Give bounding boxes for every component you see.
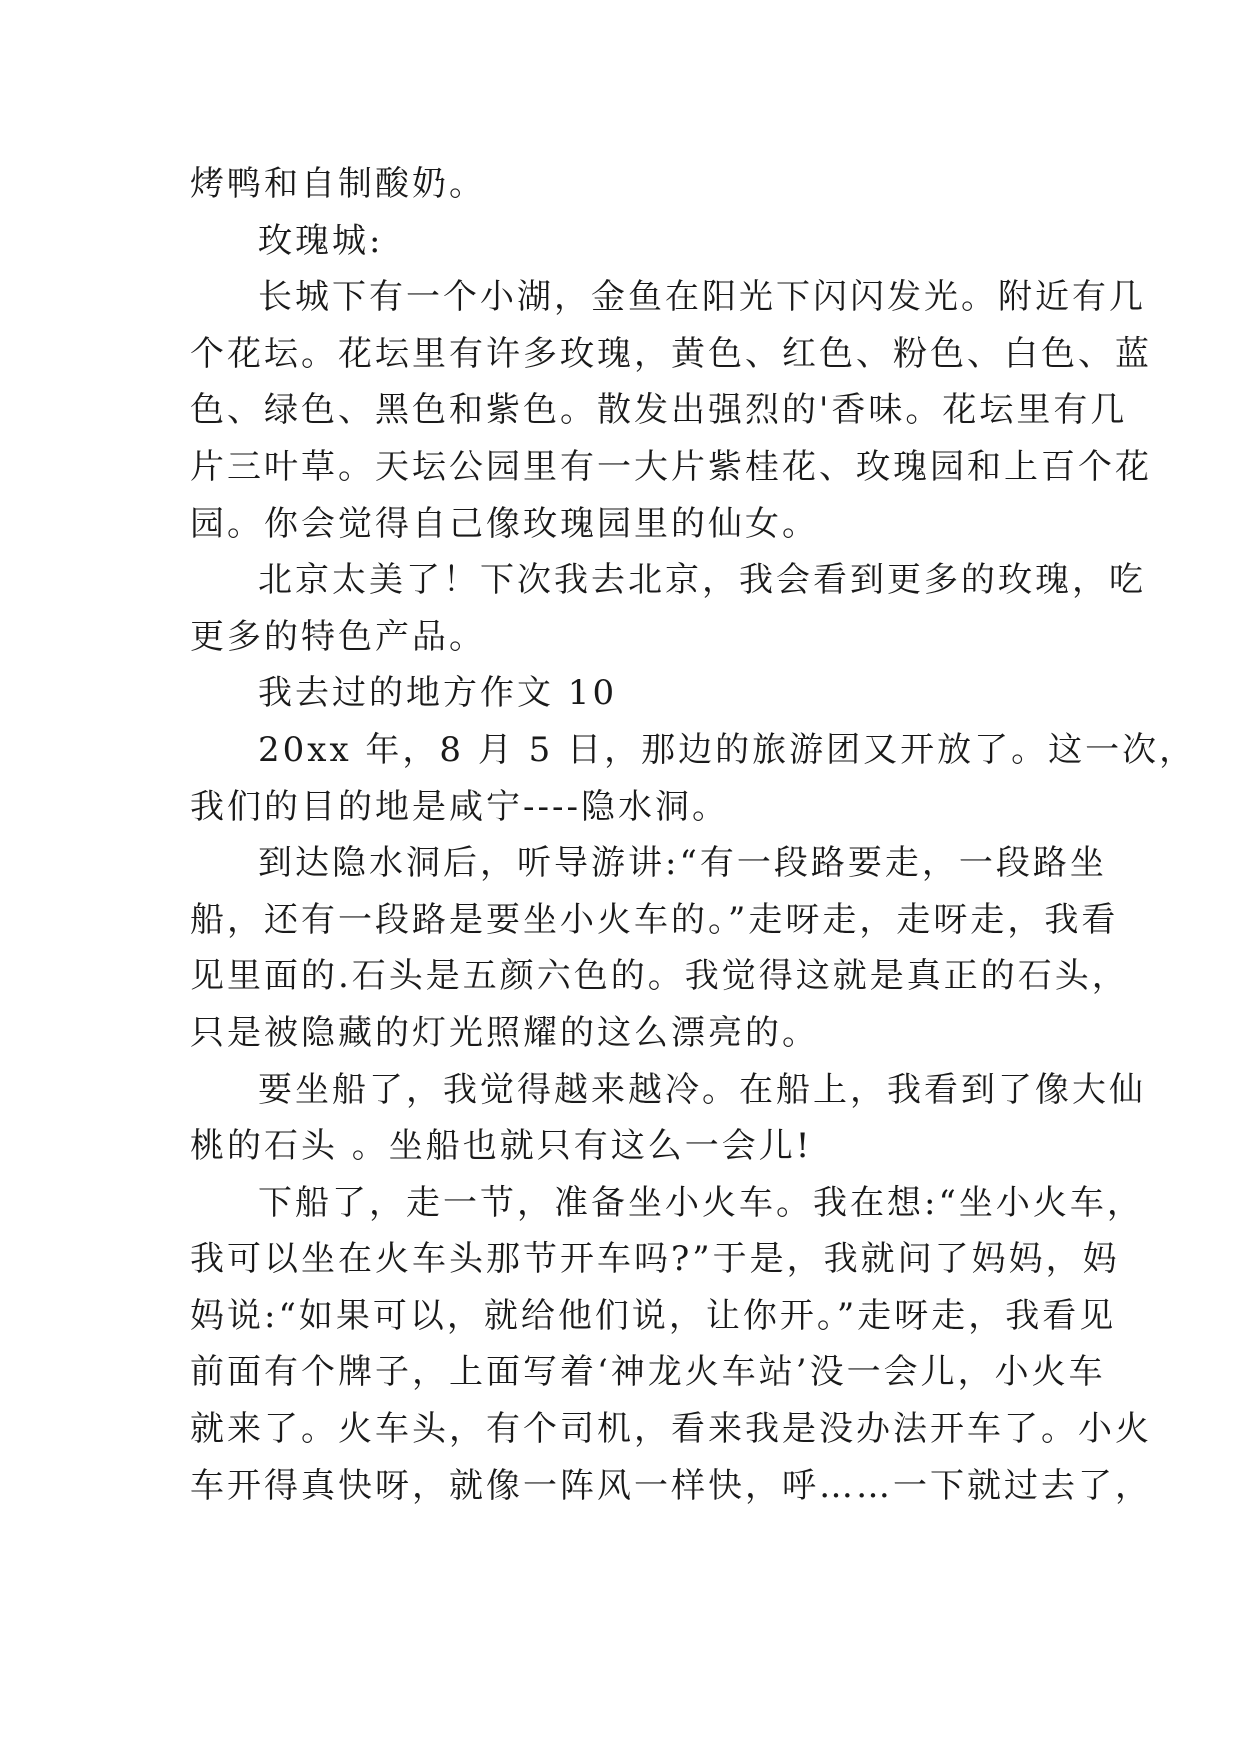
text-line: 妈说:“如果可以，就给他们说，让你开。”走呀走，我看见 — [190, 1295, 1117, 1336]
text-line: 就来了。火车头，有个司机，看来我是没办法开车了。小火 — [190, 1409, 1152, 1450]
text-line: 下船了，走一节，准备坐小火车。我在想:“坐小火车， — [258, 1182, 1144, 1223]
text-line: 我们的目的地是咸宁----隐水洞。 — [190, 786, 729, 827]
text-line: 烤鸭和自制酸奶。 — [190, 164, 486, 204]
text-line: 我去过的地方作文 10 — [258, 673, 618, 714]
text-line: 船，还有一段路是要坐小火车的。”走呀走，走呀走，我看 — [190, 899, 1119, 940]
text-line: 20xx 年，8 月 5 日，那边的旅游团又开放了。这一次， — [258, 729, 1197, 770]
document-body — [190, 156, 1197, 1514]
text-line: 桃的石头 。坐船也就只有这么一会儿! — [190, 1126, 813, 1167]
text-line: 到达隐水洞后，听导游讲:“有一段路要走，一段路坐 — [258, 843, 1107, 884]
text-line: 只是被隐藏的灯光照耀的这么漂亮的。 — [190, 1012, 819, 1053]
text-line: 见里面的.石头是五颜六色的。我觉得这就是真正的石头， — [190, 956, 1129, 997]
text-line: 要坐船了，我觉得越来越冷。在船上，我看到了像大仙 — [258, 1069, 1146, 1110]
text-line: 玫瑰城: — [258, 220, 384, 261]
text-line: 片三叶草。天坛公园里有一大片紫桂花、玫瑰园和上百个花 — [190, 446, 1152, 487]
text-line: 个花坛。花坛里有许多玫瑰，黄色、红色、粉色、白色、蓝 — [190, 333, 1152, 374]
text-line: 园。你会觉得自己像玫瑰园里的仙女。 — [190, 503, 819, 544]
text-line: 色、绿色、黑色和紫色。散发出强烈的'香味。花坛里有几 — [190, 390, 1128, 431]
text-line: 更多的特色产品。 — [190, 616, 486, 657]
text-line: 长城下有一个小湖，金鱼在阳光下闪闪发光。附近有几 — [258, 277, 1146, 318]
text-line: 北京太美了！下次我去北京，我会看到更多的玫瑰，吃 — [258, 560, 1146, 601]
text-line: 车开得真快呀，就像一阵风一样快，呼……一下就过去了， — [190, 1465, 1152, 1506]
text-line: 我可以坐在火车头那节开车吗?”于是，我就问了妈妈，妈 — [190, 1239, 1120, 1280]
text-line: 前面有个牌子，上面写着‘神龙火车站’没一会儿，小火车 — [190, 1352, 1106, 1393]
